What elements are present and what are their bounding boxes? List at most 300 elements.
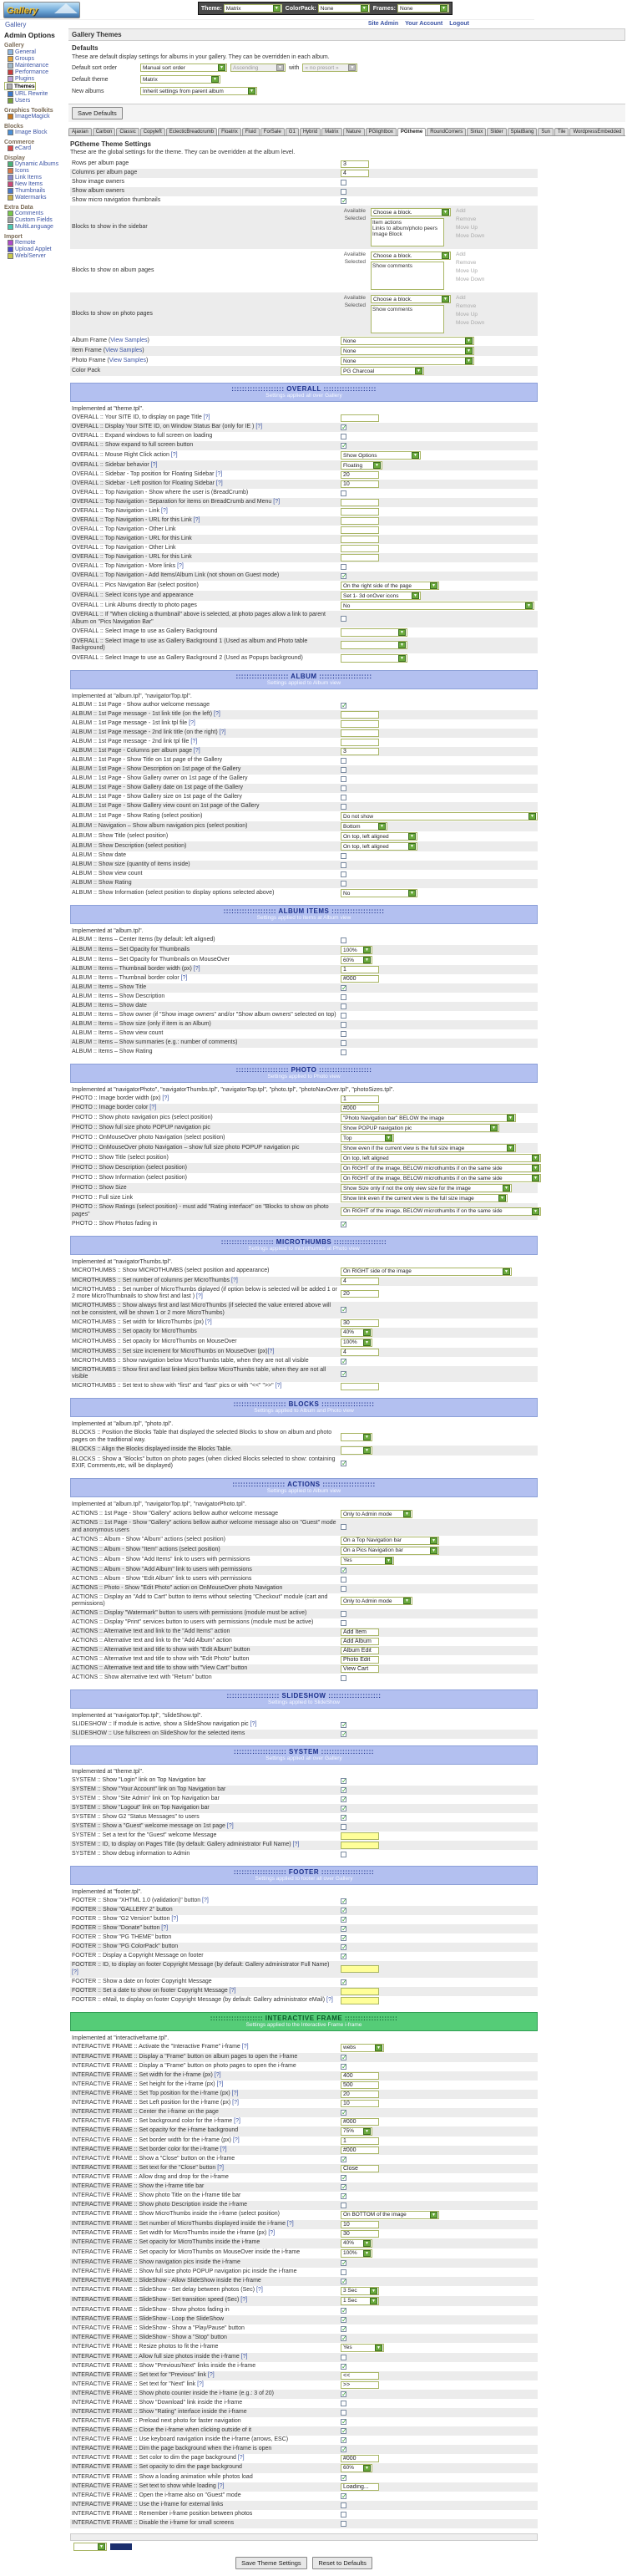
setting-select[interactable]: Top ▼ <box>341 1134 394 1142</box>
help-link[interactable]: [?] <box>232 2137 240 2143</box>
help-link[interactable]: [?] <box>267 1348 275 1354</box>
remove-link[interactable]: Remove <box>456 260 477 266</box>
setting-input[interactable] <box>341 1638 379 1645</box>
tab-fluid[interactable]: Fluid <box>242 128 260 135</box>
setting-select[interactable]: Show link even if the current view is the full size image ▼ <box>341 1194 508 1202</box>
sidebar-item-new-items[interactable] <box>4 181 67 188</box>
default-theme-select[interactable]: Matrix ▼ <box>140 75 220 84</box>
setting-checkbox[interactable] <box>341 1731 346 1737</box>
help-link[interactable]: [?] <box>217 2482 225 2489</box>
setting-input[interactable] <box>341 2147 379 2154</box>
help-link[interactable]: [?] <box>215 480 223 487</box>
setting-input[interactable] <box>341 2081 379 2089</box>
setting-select[interactable]: Set 1- 3d onOver icons ▼ <box>341 592 421 600</box>
help-link[interactable]: [?] <box>161 508 168 515</box>
tab-matrix[interactable]: Matrix <box>321 128 341 135</box>
help-link[interactable]: [?] <box>72 1969 78 1975</box>
setting-input[interactable] <box>341 1842 379 1849</box>
setting-input[interactable] <box>341 1656 379 1664</box>
setting-checkbox[interactable] <box>341 2269 346 2275</box>
help-link[interactable]: [?] <box>170 451 178 458</box>
setting-select[interactable]: No ▼ <box>341 889 417 897</box>
setting-select[interactable]: 60% ▼ <box>341 2464 372 2472</box>
setting-checkbox[interactable] <box>341 1620 346 1626</box>
move-down-link[interactable]: Move Down <box>456 276 485 282</box>
help-link[interactable]: [?] <box>234 2117 240 2124</box>
setting-input[interactable] <box>341 554 379 561</box>
setting-input[interactable] <box>341 508 379 516</box>
tab-slider[interactable]: Slider <box>487 128 506 135</box>
setting-input[interactable] <box>341 748 379 755</box>
setting-select[interactable]: On RIGHT of the image, BELOW microthumbs if on the same side ▼ <box>341 1164 541 1172</box>
help-link[interactable]: [?] <box>193 517 200 524</box>
help-link[interactable]: [?] <box>205 1318 212 1325</box>
presort-select[interactable]: « no presort » ▼ <box>302 64 357 72</box>
setting-checkbox[interactable] <box>341 2175 346 2181</box>
help-link[interactable]: [?] <box>241 2044 249 2050</box>
setting-checkbox[interactable] <box>341 573 346 579</box>
setting-checkbox[interactable] <box>341 2193 346 2199</box>
setting-checkbox[interactable] <box>341 985 346 991</box>
setting-checkbox[interactable] <box>341 2475 346 2481</box>
tab-tile[interactable]: Tile <box>554 128 569 135</box>
setting-select[interactable]: On a Pics Navigation bar ▼ <box>341 1547 439 1555</box>
setting-checkbox[interactable] <box>341 1926 346 1932</box>
setting-checkbox[interactable] <box>341 1577 346 1583</box>
view-samples-link[interactable]: View Samples <box>105 347 143 353</box>
add-block-link[interactable]: Add <box>456 295 466 301</box>
tab-floatrix[interactable]: Floatrix <box>218 128 241 135</box>
help-link[interactable]: [?] <box>217 2164 224 2171</box>
setting-select[interactable]: None ▼ <box>341 347 474 355</box>
setting-checkbox[interactable] <box>341 785 346 791</box>
help-link[interactable]: [?] <box>268 2229 276 2236</box>
tab-wordpressembedded[interactable]: WordpressEmbedded <box>569 128 624 135</box>
setting-checkbox[interactable] <box>341 2446 346 2452</box>
help-link[interactable]: [?] <box>177 563 184 570</box>
save-theme-settings-button[interactable]: Save Theme Settings <box>235 2557 307 2569</box>
help-link[interactable]: [?] <box>240 2297 248 2304</box>
setting-input[interactable] <box>341 2118 379 2126</box>
help-link[interactable]: [?] <box>220 2146 227 2152</box>
setting-select[interactable]: On top, left aligned ▼ <box>341 842 417 851</box>
setting-input[interactable] <box>341 711 379 719</box>
setting-input[interactable] <box>341 2091 379 2098</box>
help-link[interactable]: [?] <box>219 729 226 736</box>
help-link[interactable]: [?] <box>232 2099 239 2106</box>
help-link[interactable]: [?] <box>231 2090 239 2096</box>
sidebar-item-plugins[interactable] <box>4 75 67 82</box>
sidebar-item-themes[interactable] <box>4 82 36 90</box>
setting-input[interactable] <box>341 480 379 488</box>
setting-select[interactable]: On BOTTOM of the image ▼ <box>341 2211 439 2219</box>
top-link-logout[interactable]: Logout <box>449 21 469 27</box>
setting-checkbox[interactable] <box>341 1040 346 1046</box>
help-link[interactable]: [?] <box>214 711 220 718</box>
setting-select[interactable] <box>341 628 407 637</box>
setting-select[interactable]: 3 Sec ▼ <box>341 2287 379 2295</box>
setting-checkbox[interactable] <box>341 2401 346 2406</box>
help-link[interactable]: [?] <box>292 1842 300 1848</box>
setting-select[interactable]: Show POPUP navigation pic ▼ <box>341 1124 499 1132</box>
remove-link[interactable]: Remove <box>456 303 477 309</box>
help-link[interactable]: [?] <box>273 499 281 506</box>
sidebar-item-image-block[interactable] <box>4 130 67 136</box>
top-link-site-admin[interactable]: Site Admin <box>367 21 399 27</box>
move-up-link[interactable]: Move Up <box>456 311 478 318</box>
setting-input[interactable] <box>341 739 379 746</box>
sidebar-item-watermarks[interactable] <box>4 195 67 201</box>
setting-select[interactable]: Show even if the current view is the full size image ▼ <box>341 1144 516 1152</box>
setting-input[interactable] <box>341 1988 379 1995</box>
choose-block-select[interactable]: Choose a block. ▼ <box>371 252 451 260</box>
add-block-link[interactable]: Add <box>456 252 466 257</box>
setting-checkbox[interactable] <box>341 2326 346 2332</box>
setting-input[interactable] <box>341 2381 379 2389</box>
help-link[interactable]: [?] <box>196 1293 203 1300</box>
setting-select[interactable]: On top, left aligned ▼ <box>341 1154 541 1162</box>
sidebar-item-maintenance[interactable] <box>4 62 67 69</box>
setting-input[interactable] <box>341 729 379 737</box>
setting-select[interactable]: PG Charcoal ▼ <box>341 367 424 375</box>
help-link[interactable]: [?] <box>216 2081 224 2087</box>
help-link[interactable]: [?] <box>171 1916 179 1923</box>
setting-checkbox[interactable] <box>341 1567 346 1573</box>
setting-checkbox[interactable] <box>341 1013 346 1019</box>
setting-checkbox[interactable] <box>341 2157 346 2162</box>
sidebar-item-groups[interactable] <box>4 55 67 62</box>
setting-checkbox[interactable] <box>341 2437 346 2443</box>
setting-checkbox[interactable] <box>341 2410 346 2416</box>
setting-checkbox[interactable] <box>341 1935 346 1941</box>
move-up-link[interactable]: Move Up <box>456 267 478 274</box>
view-samples-link[interactable]: View Samples <box>110 337 148 343</box>
setting-checkbox[interactable] <box>341 198 346 204</box>
reset-defaults-button[interactable]: Reset to Defaults <box>312 2557 372 2569</box>
setting-select[interactable]: Only to Admin mode ▼ <box>341 1597 412 1605</box>
sidebar-item-users[interactable] <box>4 98 67 104</box>
new-albums-select[interactable]: Inherit settings from parent album ▼ <box>140 87 257 95</box>
setting-input[interactable] <box>341 1997 379 2004</box>
setting-input[interactable] <box>341 975 379 983</box>
setting-select[interactable]: Bottom ▼ <box>341 822 387 831</box>
setting-select[interactable]: Floating ▼ <box>341 461 382 470</box>
setting-checkbox[interactable] <box>341 1954 346 1959</box>
sidebar-item-performance[interactable] <box>4 69 67 75</box>
setting-input[interactable] <box>341 1105 379 1112</box>
bottom-misc-select[interactable] <box>73 2543 107 2551</box>
setting-input[interactable] <box>341 1383 379 1390</box>
help-link[interactable]: [?] <box>237 2454 245 2461</box>
setting-select[interactable]: 40% ▼ <box>341 1329 372 1337</box>
help-link[interactable]: [?] <box>203 414 210 421</box>
help-link[interactable]: [?] <box>197 2380 204 2387</box>
setting-checkbox[interactable] <box>341 1944 346 1950</box>
help-link[interactable]: [?] <box>286 2220 294 2227</box>
setting-checkbox[interactable] <box>341 1787 346 1793</box>
setting-checkbox[interactable] <box>341 881 346 887</box>
setting-checkbox[interactable] <box>341 2317 346 2323</box>
help-link[interactable]: [?] <box>255 424 263 430</box>
setting-checkbox[interactable] <box>341 2064 346 2070</box>
setting-select[interactable]: 60% ▼ <box>341 956 372 964</box>
setting-checkbox[interactable] <box>341 1022 346 1028</box>
sidebar-item-dynamic-albums[interactable] <box>4 161 67 168</box>
setting-select[interactable]: Show Size only if not the only view size for the image ▼ <box>341 1184 512 1192</box>
setting-input[interactable] <box>341 1965 379 1973</box>
sidebar-item-comments[interactable] <box>4 211 67 217</box>
setting-select[interactable]: webs ▼ <box>341 2044 384 2052</box>
setting-input[interactable] <box>341 2072 379 2080</box>
tab-pgtheme[interactable]: PGtheme <box>397 128 426 136</box>
setting-checkbox[interactable] <box>341 1611 346 1617</box>
setting-input[interactable] <box>341 526 379 534</box>
help-link[interactable]: [?] <box>193 748 200 755</box>
setting-checkbox[interactable] <box>341 180 346 185</box>
setting-checkbox[interactable] <box>341 1003 346 1009</box>
switcher-select[interactable]: None ▼ <box>318 4 370 13</box>
setting-select[interactable]: None ▼ <box>341 337 474 345</box>
choose-block-select[interactable]: Choose a block. ▼ <box>371 208 451 216</box>
help-link[interactable]: [?] <box>161 1925 169 1932</box>
setting-checkbox[interactable] <box>341 1917 346 1923</box>
setting-checkbox[interactable] <box>341 2203 346 2208</box>
setting-checkbox[interactable] <box>341 2110 346 2116</box>
breadcrumb[interactable]: Gallery <box>5 21 27 28</box>
tab-forsale[interactable]: ForSale <box>260 128 285 135</box>
switcher-select[interactable]: None ▼ <box>397 4 449 13</box>
default-sort-order-select[interactable]: Manual sort order ▼ <box>140 64 227 72</box>
add-block-link[interactable]: Add <box>456 208 466 214</box>
setting-checkbox[interactable] <box>341 758 346 764</box>
move-down-link[interactable]: Move Down <box>456 232 485 239</box>
help-link[interactable]: [?] <box>255 2287 263 2294</box>
help-link[interactable]: [?] <box>250 1721 257 1728</box>
setting-checkbox[interactable] <box>341 776 346 782</box>
setting-checkbox[interactable] <box>341 443 346 449</box>
setting-input[interactable] <box>341 720 379 728</box>
setting-checkbox[interactable] <box>341 1852 346 1857</box>
tab-ajaxian[interactable]: Ajaxian <box>68 128 92 135</box>
setting-checkbox[interactable] <box>341 1979 346 1985</box>
remove-link[interactable]: Remove <box>456 216 477 222</box>
setting-checkbox[interactable] <box>341 1359 346 1364</box>
tab-pglightbox[interactable]: PGlightbox <box>366 128 397 135</box>
setting-input[interactable] <box>341 414 379 422</box>
setting-select[interactable]: 40% ▼ <box>341 2239 372 2248</box>
sidebar-item-general[interactable] <box>4 48 67 55</box>
sidebar-item-remote[interactable] <box>4 240 67 246</box>
setting-input[interactable] <box>341 2165 379 2172</box>
setting-checkbox[interactable] <box>341 1908 346 1913</box>
setting-select[interactable]: 100% ▼ <box>341 1339 372 1347</box>
setting-checkbox[interactable] <box>341 2419 346 2425</box>
setting-checkbox[interactable] <box>341 1898 346 1904</box>
setting-input[interactable] <box>341 2137 379 2145</box>
help-link[interactable]: [?] <box>231 1277 238 1283</box>
setting-checkbox[interactable] <box>341 2364 346 2370</box>
tab-splatbang[interactable]: SplatBang <box>508 128 538 135</box>
setting-checkbox[interactable] <box>341 424 346 430</box>
help-link[interactable]: [?] <box>149 1105 157 1111</box>
setting-checkbox[interactable] <box>341 616 346 622</box>
selected-blocks-list[interactable] <box>371 218 444 246</box>
setting-select[interactable]: 75% ▼ <box>341 2127 372 2136</box>
selected-blocks-list[interactable] <box>371 305 444 333</box>
setting-select[interactable]: Do not show ▼ <box>341 812 538 821</box>
help-link[interactable]: [?] <box>226 1823 234 1830</box>
setting-select[interactable]: Only to Admin mode ▼ <box>341 1510 412 1518</box>
help-link[interactable]: [?] <box>162 1095 169 1102</box>
tab-nature[interactable]: Nature <box>343 128 365 135</box>
setting-select[interactable]: 1 Sec ▼ <box>341 2297 379 2305</box>
setting-select[interactable] <box>341 641 407 649</box>
tab-classic[interactable]: Classic <box>116 128 139 135</box>
setting-checkbox[interactable] <box>341 862 346 868</box>
setting-checkbox[interactable] <box>341 804 346 810</box>
setting-select[interactable] <box>341 654 407 663</box>
sidebar-item-web-server[interactable] <box>4 253 67 260</box>
move-down-link[interactable]: Move Down <box>456 319 485 326</box>
sort-direction-select[interactable]: Ascending ▼ <box>230 64 286 72</box>
setting-checkbox[interactable] <box>341 1307 346 1313</box>
setting-checkbox[interactable] <box>341 189 346 195</box>
setting-input[interactable] <box>341 499 379 506</box>
sidebar-item-custom-fields[interactable] <box>4 217 67 224</box>
sidebar-item-icons[interactable] <box>4 168 67 175</box>
tab-roundcorners[interactable]: RoundCorners <box>427 128 466 135</box>
setting-input[interactable] <box>341 2230 379 2238</box>
setting-checkbox[interactable] <box>341 1524 346 1530</box>
setting-select[interactable]: On the right side of the page ▼ <box>341 582 439 590</box>
setting-input[interactable] <box>341 1349 379 1356</box>
tab-copyleft[interactable]: Copyleft <box>140 128 165 135</box>
switcher-select[interactable]: Matrix ▼ <box>224 4 282 13</box>
sidebar-item-upload-applet[interactable] <box>4 246 67 253</box>
setting-checkbox[interactable] <box>341 1722 346 1728</box>
setting-checkbox[interactable] <box>341 994 346 1000</box>
setting-checkbox[interactable] <box>341 937 346 943</box>
setting-checkbox[interactable] <box>341 564 346 570</box>
setting-input[interactable] <box>341 471 379 479</box>
setting-checkbox[interactable] <box>341 853 346 859</box>
setting-checkbox[interactable] <box>341 1049 346 1055</box>
setting-input[interactable] <box>341 160 369 168</box>
setting-input[interactable] <box>341 2221 379 2228</box>
setting-checkbox[interactable] <box>341 1806 346 1811</box>
setting-checkbox[interactable] <box>341 1778 346 1784</box>
view-samples-link[interactable]: View Samples <box>109 357 146 363</box>
tab-sun[interactable]: Sun <box>538 128 554 135</box>
setting-input[interactable] <box>341 2372 379 2380</box>
help-link[interactable]: [?] <box>207 2371 215 2378</box>
help-link[interactable]: [?] <box>190 739 198 745</box>
setting-checkbox[interactable] <box>341 1815 346 1821</box>
sidebar-item-multilanguage[interactable] <box>4 224 67 231</box>
setting-checkbox[interactable] <box>341 1796 346 1802</box>
tab-g1[interactable]: G1 <box>286 128 299 135</box>
choose-block-select[interactable]: Choose a block. ▼ <box>371 295 451 303</box>
help-link[interactable]: [?] <box>240 2353 248 2360</box>
setting-checkbox[interactable] <box>341 1586 346 1592</box>
help-link[interactable]: [?] <box>189 720 195 727</box>
setting-input[interactable] <box>341 2100 379 2107</box>
setting-checkbox[interactable] <box>341 1222 346 1227</box>
setting-checkbox[interactable] <box>341 2391 346 2397</box>
setting-checkbox[interactable] <box>341 2521 346 2527</box>
sidebar-item-ecard[interactable] <box>4 145 67 152</box>
setting-checkbox[interactable] <box>341 1824 346 1830</box>
sidebar-item-imagemagick[interactable] <box>4 114 67 120</box>
setting-input[interactable] <box>341 2483 379 2491</box>
tab-carbon[interactable]: Carbon <box>93 128 116 135</box>
setting-select[interactable]: On RIGHT of the image, BELOW microthumbs if on the same side ▼ <box>341 1207 541 1216</box>
setting-checkbox[interactable] <box>341 1461 346 1466</box>
setting-select[interactable]: On top, left aligned ▼ <box>341 832 417 841</box>
setting-select[interactable]: 100% ▼ <box>341 2249 372 2258</box>
help-link[interactable]: [?] <box>150 461 158 468</box>
setting-input[interactable] <box>341 545 379 552</box>
setting-checkbox[interactable] <box>341 2428 346 2434</box>
setting-checkbox[interactable] <box>341 2184 346 2190</box>
setting-select[interactable]: No ▼ <box>341 602 534 610</box>
help-link[interactable]: [?] <box>202 1898 209 1904</box>
setting-input[interactable] <box>341 1319 379 1327</box>
setting-input[interactable] <box>341 536 379 543</box>
setting-checkbox[interactable] <box>341 1031 346 1037</box>
setting-input[interactable] <box>341 1278 379 1285</box>
setting-checkbox[interactable] <box>341 2279 346 2284</box>
setting-checkbox[interactable] <box>341 2308 346 2314</box>
top-link-your-account[interactable]: Your Account <box>405 21 443 27</box>
setting-input[interactable] <box>341 517 379 525</box>
setting-select[interactable]: Yes ▼ <box>341 2344 384 2352</box>
sidebar-item-url-rewrite[interactable] <box>4 91 67 98</box>
setting-input[interactable] <box>341 1647 379 1654</box>
setting-select[interactable]: On RIGHT side of the image ▼ <box>341 1268 512 1276</box>
tab-hybrid[interactable]: Hybrid <box>300 128 321 135</box>
help-link[interactable]: [?] <box>180 975 188 982</box>
setting-checkbox[interactable] <box>341 703 346 709</box>
setting-checkbox[interactable] <box>341 2055 346 2060</box>
help-link[interactable]: [?] <box>193 966 200 973</box>
setting-checkbox[interactable] <box>341 2260 346 2266</box>
setting-select[interactable]: On RIGHT of the image, BELOW microthumbs if on the same side ▼ <box>341 1174 541 1182</box>
setting-input[interactable] <box>341 1628 379 1636</box>
sidebar-item-thumbnails[interactable] <box>4 188 67 195</box>
tab-siriux[interactable]: Siriux <box>467 128 486 135</box>
save-defaults-button[interactable]: Save Defaults <box>72 107 123 119</box>
setting-input[interactable] <box>341 1095 379 1103</box>
help-link[interactable]: [?] <box>214 2071 221 2078</box>
setting-checkbox[interactable] <box>341 871 346 877</box>
setting-select[interactable]: Show Options ▼ <box>341 451 421 460</box>
setting-select[interactable] <box>341 1433 372 1441</box>
setting-checkbox[interactable] <box>341 434 346 439</box>
setting-checkbox[interactable] <box>341 2335 346 2341</box>
setting-checkbox[interactable] <box>341 2355 346 2360</box>
setting-checkbox[interactable] <box>341 490 346 496</box>
setting-select[interactable]: None ▼ <box>341 357 474 365</box>
sidebar-item-link-items[interactable] <box>4 175 67 181</box>
setting-input[interactable] <box>341 966 379 973</box>
setting-checkbox[interactable] <box>341 1675 346 1681</box>
move-up-link[interactable]: Move Up <box>456 224 478 231</box>
setting-input[interactable] <box>341 170 369 177</box>
help-link[interactable]: [?] <box>215 471 223 478</box>
setting-select[interactable]: "Photo Navigation bar" BELOW the image ▼ <box>341 1114 516 1122</box>
setting-checkbox[interactable] <box>341 2493 346 2499</box>
